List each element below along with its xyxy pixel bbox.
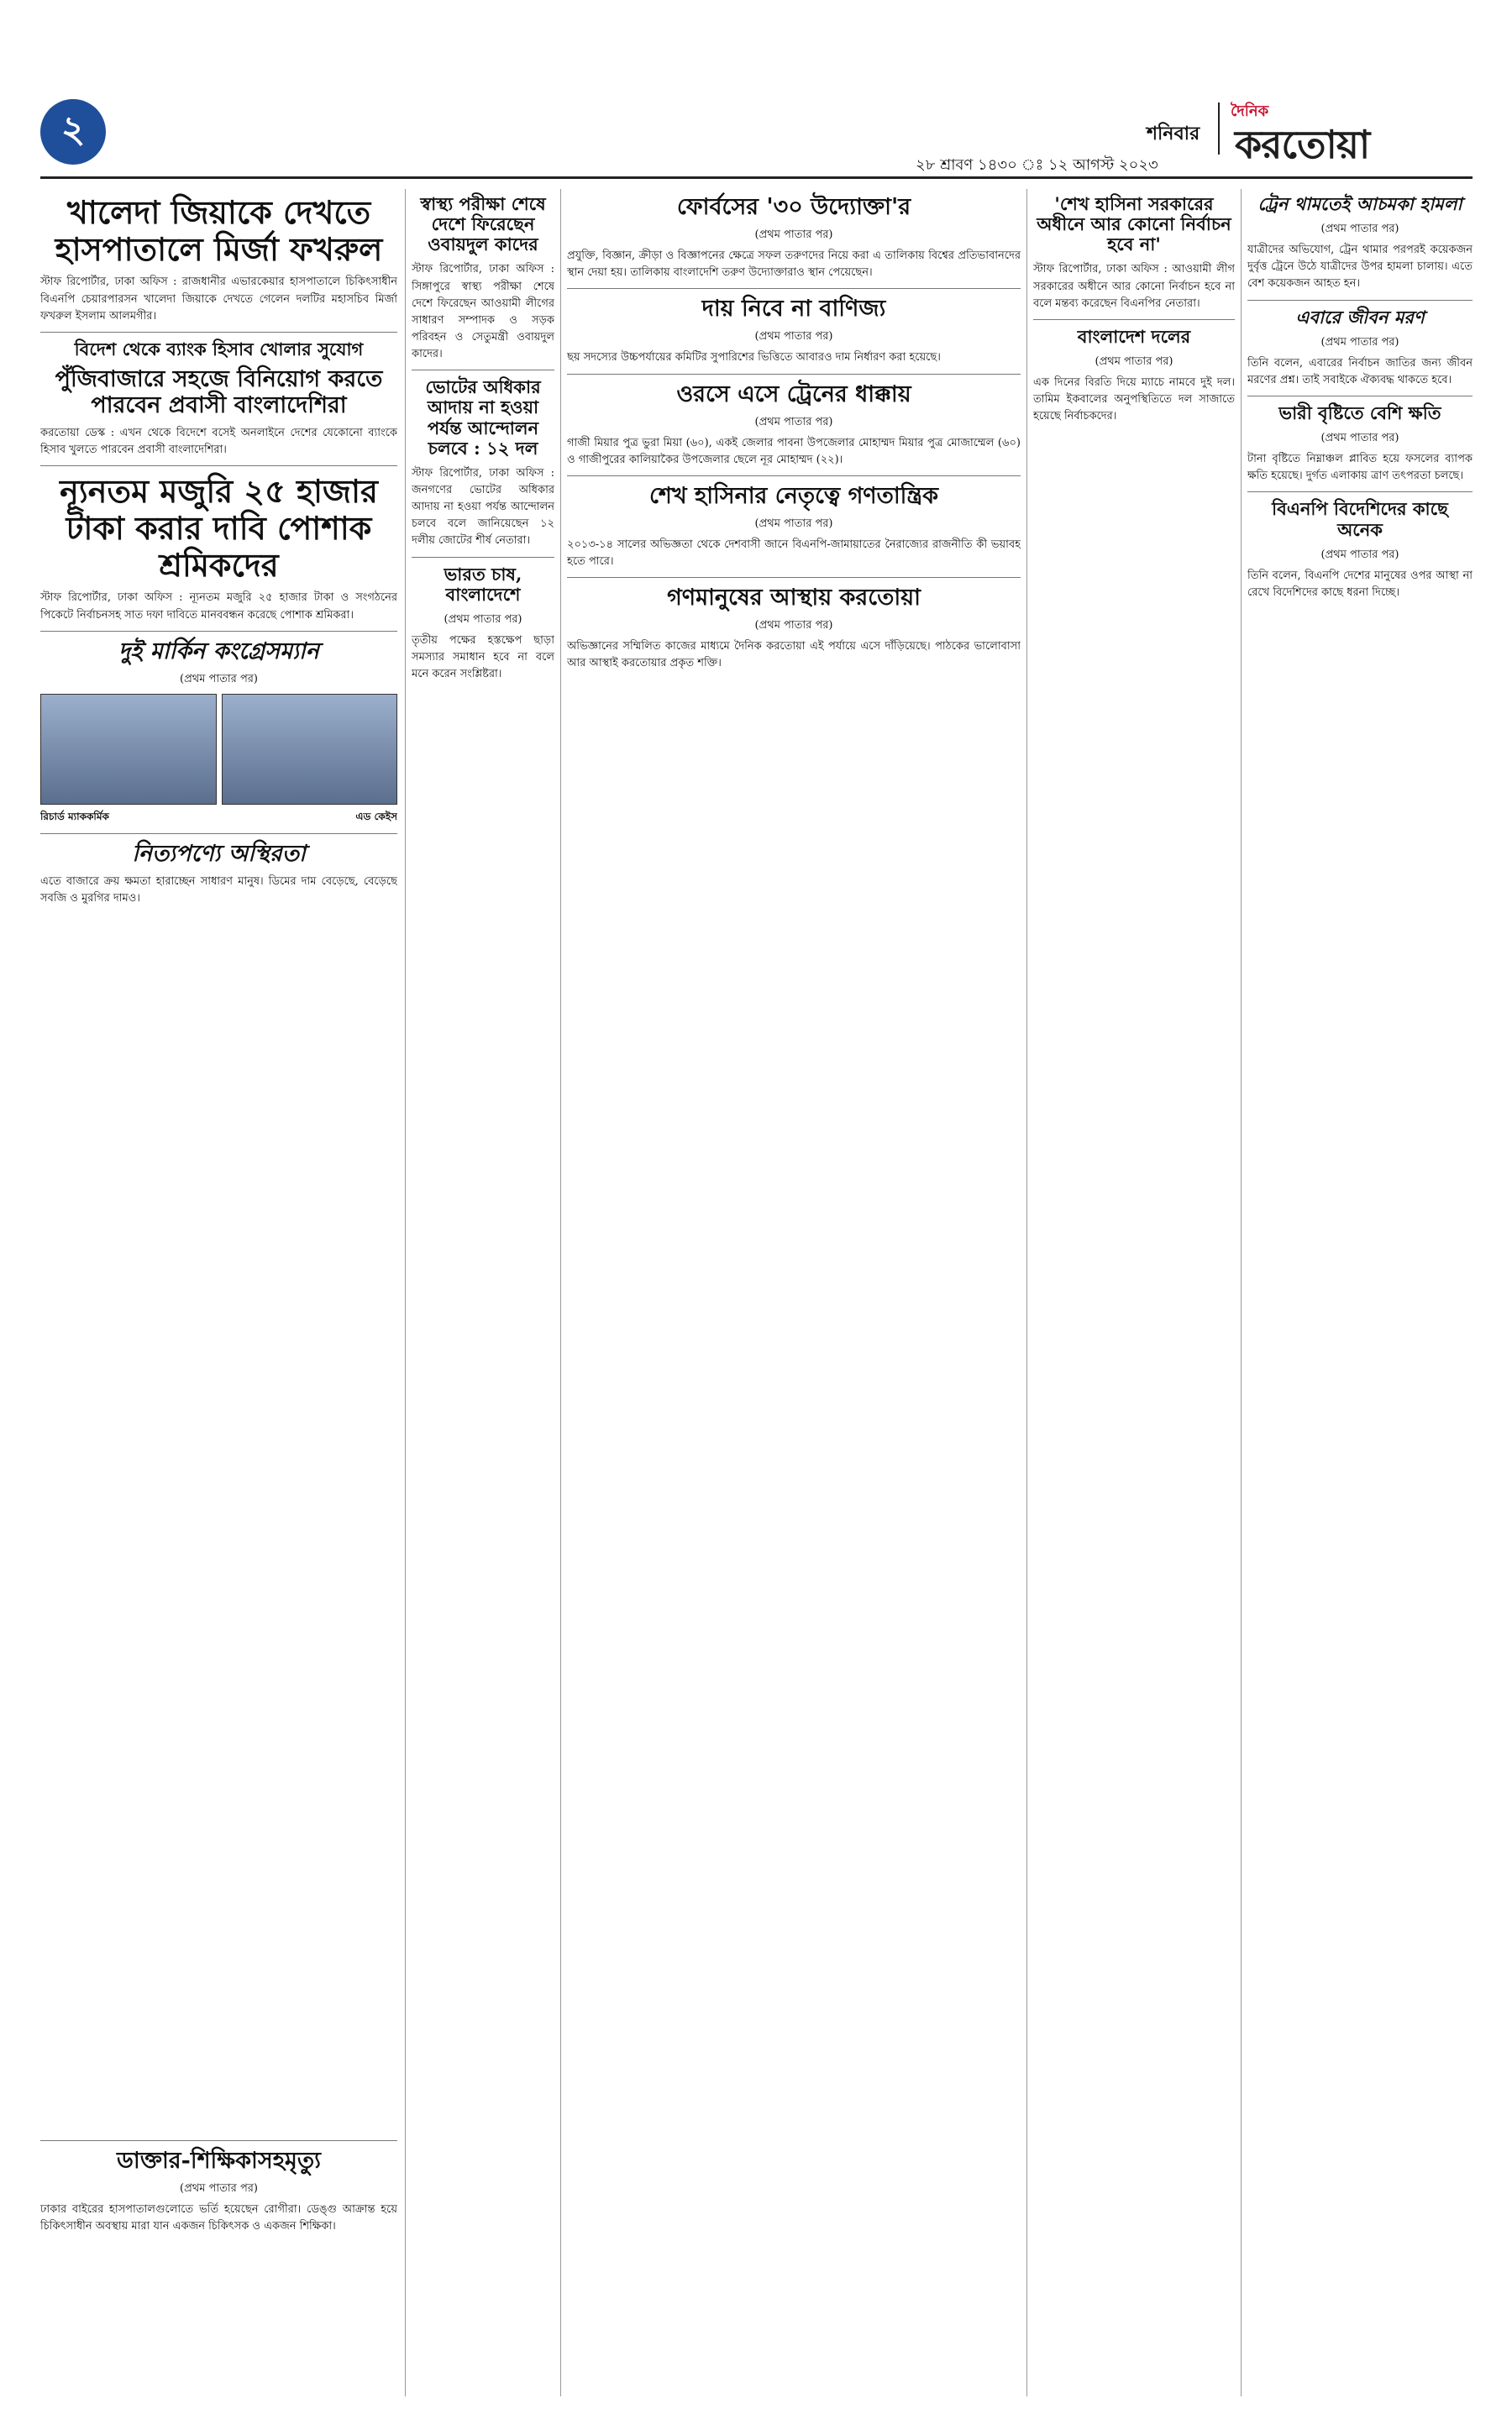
article-body: প্রযুক্তি, বিজ্ঞান, ক্রীড়া ও বিজ্ঞাপনের ক্ষেত্রে সফল তরুণদের নিয়ে করা এ তালিকায় বিশ্বের প্রতিভাবানদের স্থান দেয়া হয়। তালিকায় বাংলাদেশি তরুণ উদ্যোক্তারাও স্থান পেয়েছেন।: [567, 249, 1021, 280]
portrait-photo: [40, 694, 217, 805]
page-number-badge: ২: [40, 99, 106, 165]
article-body: এতে বাজারে ক্রয় ক্ষমতা হারাচ্ছেন সাধারণ মানুষ। ডিমের দাম বেড়েছে, বেড়েছে সবজি ও মুরগির দামও।: [40, 874, 397, 905]
headline-india[interactable]: ভারত চাষ, বাংলাদেশে: [444, 563, 522, 605]
continued-label: (প্রথম পাতার পর): [1320, 432, 1399, 445]
continued-label: (প্রথম পাতার পর): [754, 619, 833, 632]
headline-commodity[interactable]: নিত্যপণ্যে অস্থিরতা: [132, 840, 306, 867]
bottom-story: [40, 2133, 397, 2396]
column-3: [567, 189, 1021, 2396]
headline-forbes[interactable]: ফোর্বসের '৩০ উদ্যোক্তা'র: [676, 194, 911, 220]
article-body: এক দিনের বিরতি দিয়ে ম্যাচে নামবে দুই দল। তামিম ইকবালের অনুপস্থিতিতে দল সাজাতে হয়েছে নির্বাচকদের।: [1033, 375, 1235, 423]
masthead-rule: [40, 176, 1473, 179]
column-divider: [1241, 189, 1242, 2396]
article-body: করতোয়া ডেস্ক : এখন থেকে বিদেশে বসেই অনলাইনে দেশের যেকোনো ব্যাংকে হিসাব খুলতে পারবেন প্রবাসী বাংলাদেশিরা।: [40, 427, 397, 457]
article-body: গাজী মিয়ার পুত্র ভুরা মিয়া (৬০), একই জেলার পাবনা উপজেলার মোহাম্মদ মিয়ার পুত্র মোজাম্মেল (৬০) ও গাজীপুরের কালিয়াকৈর উপজেলার ছেলে নূর মোহাম্মদ (২২)।: [567, 436, 1021, 466]
article-body: ছয় সদস্যের উচ্চপর্যায়ের কমিটির সুপারিশের ভিত্তিতে আবারও দাম নির্ধারণ করা হয়েছে।: [567, 351, 941, 365]
continued-label: (প্রথম পাতার পর): [754, 228, 833, 242]
article-body: স্টাফ রিপোর্টার, ঢাকা অফিস : জনগণের ভোটের অধিকার আদায় না হওয়া পর্যন্ত আন্দোলন চলবে বলে জানিয়েছেন ১২ দলীয় জোটের শীর্ষ নেতারা।: [412, 466, 554, 548]
headline-khaleda[interactable]: খালেদা জিয়াকে দেখতে হাসপাতালে মির্জা ফখরুল: [55, 193, 383, 268]
article-body: তিনি বলেন, বিএনপি দেশের মানুষের ওপর আস্থা না রেখে বিদেশিদের কাছে ধরনা দিচ্ছে।: [1247, 569, 1473, 599]
continued-label: (প্রথম পাতার পর): [180, 672, 258, 685]
continued-label: (প্রথম পাতার পর): [754, 517, 833, 530]
article-body: যাত্রীদের অভিযোগ, ট্রেন থামার পরপরই কয়েকজন দুর্বৃত্ত ট্রেনে উঠে যাত্রীদের উপর হামলা চালায়। এতে বেশ কয়েকজন আহত হন।: [1247, 244, 1473, 291]
column-1: [40, 189, 397, 2396]
column-2: [412, 189, 554, 2396]
headline-election[interactable]: 'শেখ হাসিনা সরকারের অধীনে আর কোনো নির্বাচন হবে না': [1037, 193, 1231, 255]
article-body: অভিজ্ঞানের সম্মিলিত কাজের মাধ্যমে দৈনিক করতোয়া এই পর্যায়ে এসে দাঁড়িয়েছে। পাঠকের ভালোবাসা আর আস্থাই করতোয়ার প্রকৃত শক্তি।: [567, 640, 1021, 670]
continued-label: (প্রথম পাতার পর): [1320, 548, 1399, 561]
headline-12-parties[interactable]: ভোটের অধিকার আদায় না হওয়া পর্যন্ত আন্দোলন চলবে : ১২ দল: [425, 376, 541, 459]
photo-pair: [40, 694, 397, 805]
column-4: [1033, 189, 1235, 2396]
photo-caption: রিচার্ড ম্যাককর্মিক এড কেইস: [40, 810, 397, 822]
dateline: ২৮ শ্রাবণ ১৪৩০ ঃ ১২ আগস্ট ২০২৩: [916, 156, 1158, 174]
headline-dengue-deaths[interactable]: ডাক্তার-শিক্ষিকাসহমৃত্যু: [117, 2148, 321, 2174]
continued-label: (প্রথম পাতার পর): [1320, 223, 1399, 236]
headline-karatoa-trust[interactable]: গণমানুষের আস্থায় করতোয়া: [667, 585, 921, 611]
headline-bnp-foreigners[interactable]: বিএনপি বিদেশিদের কাছে অনেক: [1272, 498, 1448, 540]
masthead-divider: [1218, 102, 1220, 155]
column-divider: [1026, 189, 1027, 2396]
column-divider: [405, 189, 406, 2396]
headline-life-death[interactable]: এবারে জীবন মরণ: [1295, 306, 1425, 328]
article-body: স্টাফ রিপোর্টার, ঢাকা অফিস : আওয়ামী লীগ সরকারের অধীনে আর কোনো নির্বাচন হবে না বলে মন্তব্য করেছেন বিএনপির নেতারা।: [1033, 263, 1235, 310]
logo-prefix: দৈনিক: [1231, 102, 1269, 120]
article-body: স্টাফ রিপোর্টার, ঢাকা অফিস : ন্যূনতম মজুরি ২৫ হাজার টাকা ও সংগঠনের পিকেটে নির্বাচনসহ সাত দফা দাবিতে মানববন্ধন করেছে পোশাক শ্রমিকরা।: [40, 591, 397, 622]
continued-label: (প্রথম পাতার পর): [1095, 354, 1173, 368]
headline-minimum-wage[interactable]: ন্যূনতম মজুরি ২৫ হাজার টাকা করার দাবি পোশাক শ্রমিকদের: [60, 472, 378, 584]
headline-train-accident[interactable]: ওরসে এসে ট্রেনের ধাক্কায়: [676, 381, 911, 407]
continued-label: (প্রথম পাতার পর): [180, 2182, 258, 2196]
weekday-label: শনিবার: [1147, 123, 1200, 144]
headline-congressmen[interactable]: দুই মার্কিন কংগ্রেসম্যান: [118, 638, 319, 664]
article-body: স্টাফ রিপোর্টার, ঢাকা অফিস : সিঙ্গাপুরে স্বাস্থ্য পরীক্ষা শেষে দেশে ফিরেছেন আওয়ামী লীগের সাধারণ সম্পাদক ও সড়ক পরিবহন ও সেতুমন্ত্রী ওবায়দুল কাদের।: [412, 263, 554, 361]
headline-bangladesh-team[interactable]: বাংলাদেশ দলের: [1077, 325, 1191, 347]
headline-train-attack[interactable]: ট্রেন থামতেই আচমকা হামলা: [1257, 193, 1462, 214]
headline-heavy-rain[interactable]: ভারী বৃষ্টিতে বেশি ক্ষতি: [1278, 402, 1441, 423]
headline-democracy[interactable]: শেখ হাসিনার নেতৃত্বে গণতান্ত্রিক: [648, 482, 939, 509]
headline-commerce[interactable]: দায় নিবে না বাণিজ্য: [701, 296, 886, 323]
masthead: [0, 0, 1512, 174]
headline-expat-investment[interactable]: পুঁজিবাজারে সহজে বিনিয়োগ করতে পারবেন প্রবাসী বাংলাদেশিরা: [55, 365, 383, 418]
kicker: বিদেশ থেকে ব্যাংক হিসাব খোলার সুযোগ: [74, 338, 364, 360]
continued-label: (প্রথম পাতার পর): [754, 415, 833, 428]
article-body: স্টাফ রিপোর্টার, ঢাকা অফিস : রাজধানীর এভারকেয়ার হাসপাতালে চিকিৎসাধীন বিএনপি চেয়ারপারসন খালেদা জিয়াকে দেখতে গেলেন দলটির মহাসচিব মির্জা ফখরুল ইসলাম আলমগীর।: [40, 276, 397, 323]
continued-label: (প্রথম পাতার পর): [444, 612, 522, 626]
article-body: তৃতীয় পক্ষের হস্তক্ষেপ ছাড়া সমস্যার সমাধান হবে না বলে মনে করেন সংশ্লিষ্টরা।: [412, 633, 554, 681]
continued-label: (প্রথম পাতার পর): [1320, 335, 1399, 349]
column-divider: [560, 189, 561, 2396]
newspaper-logo: করতোয়া: [1235, 122, 1370, 167]
headline-obaidul-quader[interactable]: স্বাস্থ্য পরীক্ষা শেষে দেশে ফিরেছেন ওবায়দুল কাদের: [420, 193, 546, 255]
article-body: ২০১৩-১৪ সালের অভিজ্ঞতা থেকে দেশবাসী জানে বিএনপি-জামায়াতের নৈরাজ্যের রাজনীতি কী ভয়াবহ হতে পারে।: [567, 538, 1021, 569]
article-body: টানা বৃষ্টিতে নিম্নাঞ্চল প্লাবিত হয়ে ফসলের ব্যাপক ক্ষতি হয়েছে। দুর্গত এলাকায় ত্রাণ তৎপরতা চলছে।: [1247, 453, 1473, 483]
portrait-photo: [222, 694, 398, 805]
article-body: তিনি বলেন, এবারের নির্বাচন জাতির জন্য জীবন মরণের প্রশ্ন। তাই সবাইকে ঐক্যবদ্ধ থাকতে হবে।: [1247, 356, 1473, 386]
article-body: ঢাকার বাইরের হাসপাতালগুলোতে ভর্তি হয়েছেন রোগীরা। ডেঙ্গু আক্রান্ত হয়ে চিকিৎসাধীন অবস্থায় মারা যান একজন চিকিৎসক ও একজন শিক্ষিকা।: [40, 2203, 397, 2233]
continued-label: (প্রথম পাতার পর): [754, 330, 833, 344]
column-5: [1247, 189, 1473, 2396]
